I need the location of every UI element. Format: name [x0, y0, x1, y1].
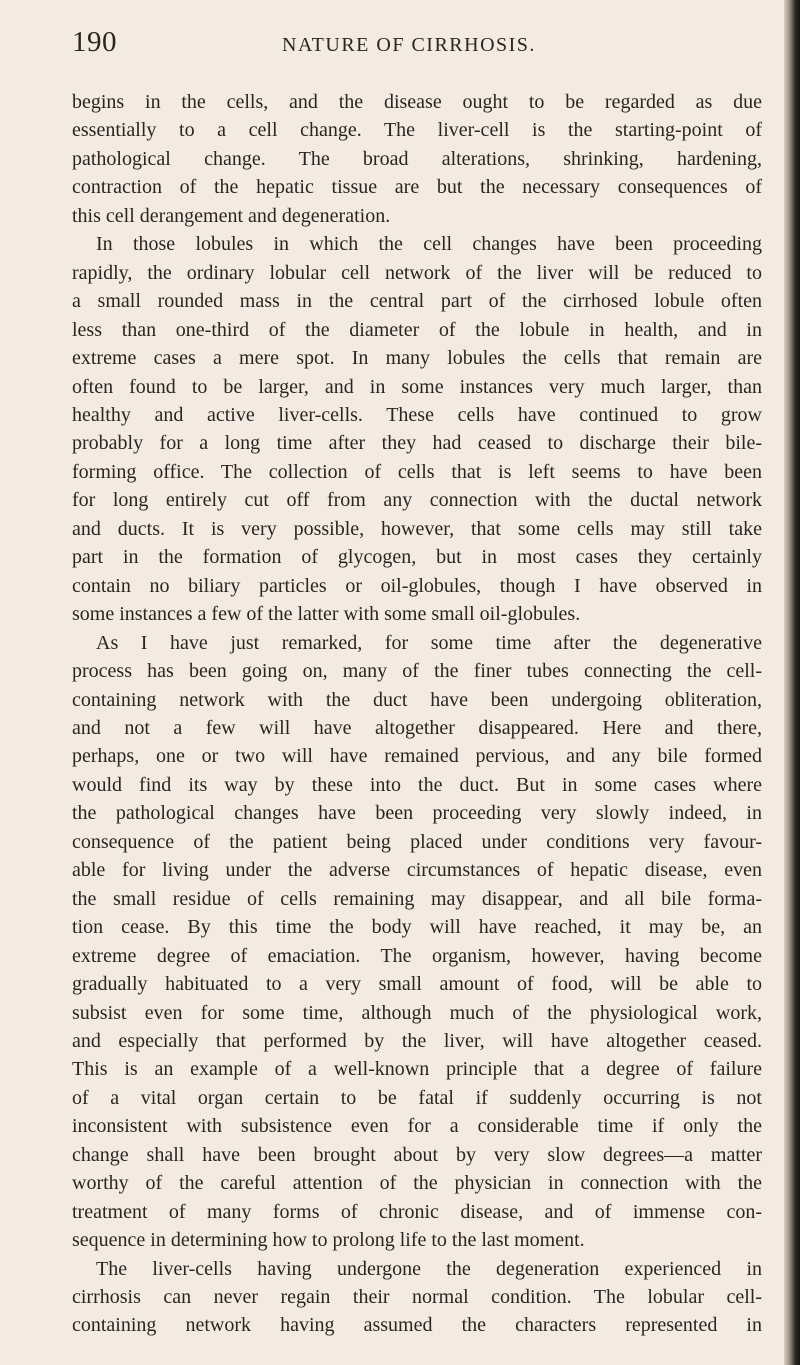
- text-line: and not a few will have altogether disappeared. Here and there,: [72, 716, 762, 739]
- text-line: and ducts. It is very possible, however, that some cells may still take: [72, 517, 762, 540]
- text-line: of a vital organ certain to be fatal if suddenly occurring is not: [72, 1086, 762, 1109]
- running-head: NATURE OF CIRRHOSIS.: [282, 34, 536, 56]
- text-line: rapidly, the ordinary lobular cell network of the liver will be reduced to: [72, 261, 762, 284]
- text-line: contain no biliary particles or oil-globules, though I have observed in: [72, 574, 762, 597]
- text-line: for long entirely cut off from any connection with the ductal network: [72, 489, 762, 512]
- text-line: treatment of many forms of chronic disease, and of immense con-: [72, 1200, 762, 1223]
- text-line: essentially to a cell change. The liver-cell is the starting-point of: [72, 119, 762, 142]
- text-line: the small residue of cells remaining may disappear, and all bile forma-: [72, 887, 762, 910]
- text-line: probably for a long time after they had ceased to discharge their bile-: [72, 432, 762, 455]
- text-line: In those lobules in which the cell changes have been proceeding: [96, 233, 762, 256]
- text-line: consequence of the patient being placed under conditions very favour-: [72, 830, 762, 853]
- text-line: able for living under the adverse circumstances of hepatic disease, even: [72, 859, 762, 882]
- text-line: would find its way by these into the duct. But in some cases where: [72, 773, 762, 796]
- text-line: tion cease. By this time the body will have reached, it may be, an: [72, 916, 762, 939]
- text-line: and especially that performed by the liver, will have altogether ceased.: [72, 1029, 762, 1052]
- text-line: process has been going on, many of the finer tubes connecting the cell-: [72, 660, 762, 683]
- text-line: forming office. The collection of cells that is left seems to have been: [72, 460, 762, 483]
- page-header: [72, 26, 762, 66]
- text-line: subsist even for some time, although much of the physiological work,: [72, 1001, 762, 1024]
- text-line: extreme degree of emaciation. The organism, however, having become: [72, 944, 762, 967]
- text-line: perhaps, one or two will have remained pervious, and any bile formed: [72, 745, 762, 768]
- text-line: some instances a few of the latter with some small oil-globules.: [72, 603, 581, 626]
- page-number: 190: [72, 26, 117, 58]
- text-line: less than one-third of the diameter of the lobule in health, and in: [72, 318, 762, 341]
- text-line: pathological change. The broad alterations, shrinking, hardening,: [72, 147, 762, 170]
- text-line: The liver-cells having undergone the degeneration experienced in: [96, 1257, 762, 1280]
- text-line: containing network with the duct have been undergoing obliteration,: [72, 688, 762, 711]
- text-line: the pathological changes have been proceeding very slowly indeed, in: [72, 802, 762, 825]
- text-line: contraction of the hepatic tissue are but the necessary consequences of: [72, 176, 762, 199]
- text-line: change shall have been brought about by very slow degrees—a matter: [72, 1143, 762, 1166]
- text-line: containing network having assumed the characters represented in: [72, 1314, 762, 1337]
- text-line: often found to be larger, and in some instances very much larger, than: [72, 375, 762, 398]
- text-line: As I have just remarked, for some time after the degenerative: [96, 631, 762, 654]
- body-text: [72, 88, 762, 1340]
- text-line: This is an example of a well-known principle that a degree of failure: [72, 1058, 762, 1081]
- text-line: a small rounded mass in the central part of the cirrhosed lobule often: [72, 290, 762, 313]
- text-line: extreme cases a mere spot. In many lobules the cells that remain are: [72, 347, 762, 370]
- text-line: part in the formation of glycogen, but in most cases they certainly: [72, 546, 762, 569]
- text-line: inconsistent with subsistence even for a considerable time if only the: [72, 1115, 762, 1138]
- text-line: worthy of the careful attention of the physician in connection with the: [72, 1172, 762, 1195]
- text-line: sequence in determining how to prolong life to the last moment.: [72, 1229, 585, 1252]
- text-line: begins in the cells, and the disease ought to be regarded as due: [72, 91, 762, 113]
- book-spine-shadow: [784, 0, 800, 1365]
- text-line: healthy and active liver-cells. These cells have continued to grow: [72, 403, 762, 426]
- text-line: cirrhosis can never regain their normal condition. The lobular cell-: [72, 1286, 762, 1309]
- text-line: this cell derangement and degeneration.: [72, 204, 391, 227]
- text-line: gradually habituated to a very small amount of food, will be able to: [72, 973, 762, 996]
